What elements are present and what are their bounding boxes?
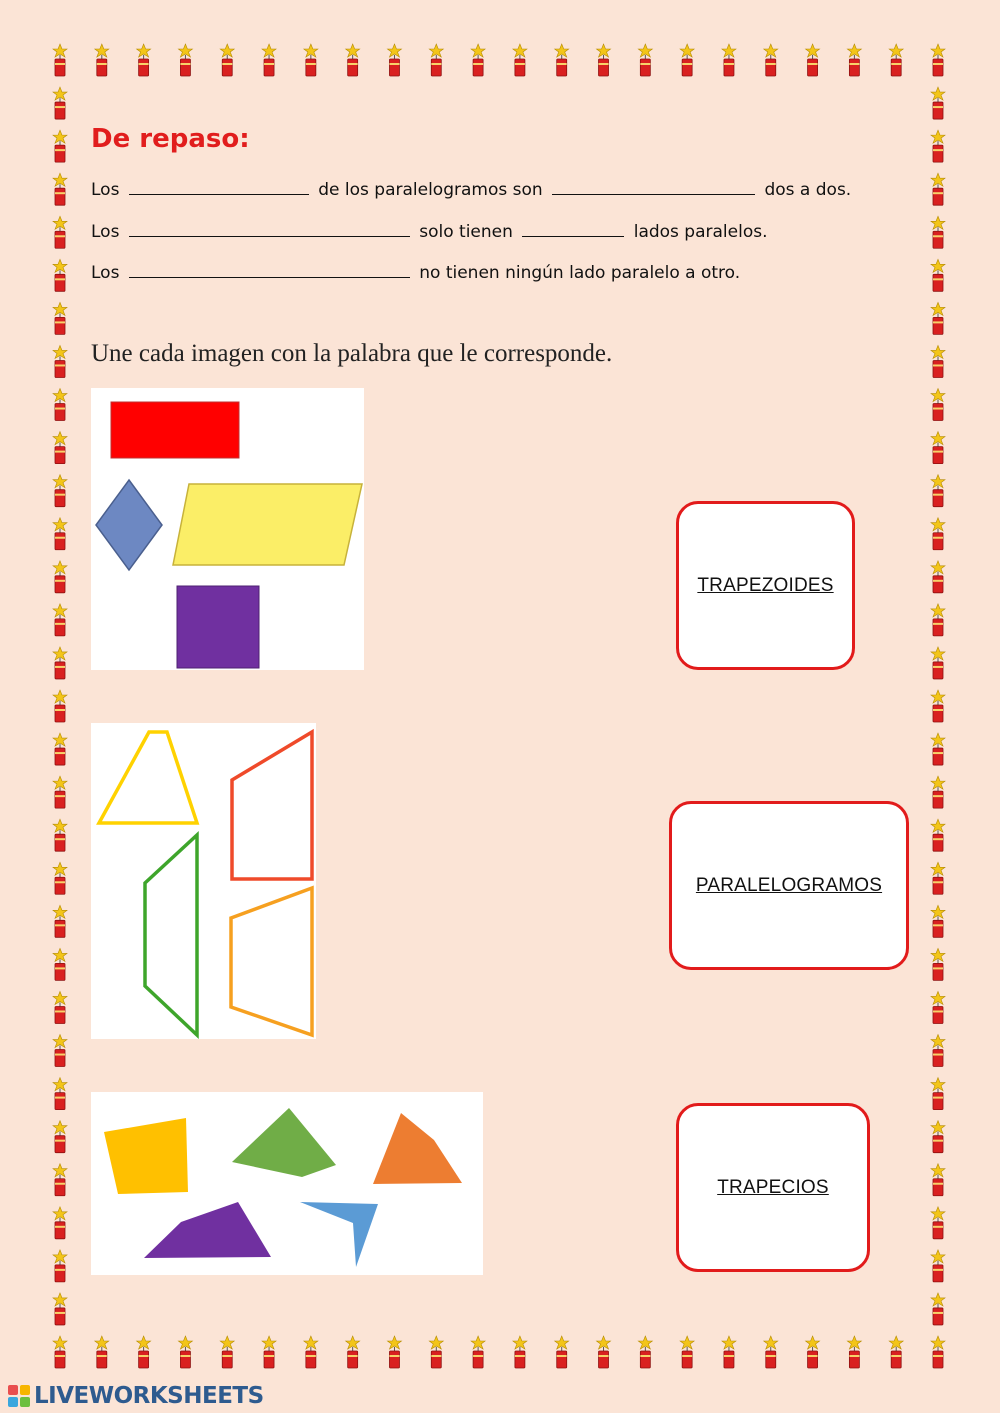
firecracker-icon [53, 991, 67, 1023]
firecracker-icon [262, 1336, 276, 1368]
firecracker-icon [95, 44, 109, 76]
firecracker-icon [931, 1293, 945, 1325]
firecracker-icon [931, 776, 945, 808]
yellow-parallelogram-shape [173, 484, 362, 565]
firecracker-icon [220, 44, 234, 76]
sentence-middle: solo tienen [419, 222, 513, 242]
firecracker-icon [53, 733, 67, 765]
firecracker-icon [53, 1164, 67, 1196]
firecracker-icon [931, 604, 945, 636]
blank-input[interactable] [552, 178, 755, 195]
firecracker-icon [346, 44, 360, 76]
word-label: TRAPEZOIDES [697, 574, 834, 596]
firecracker-icon [53, 130, 67, 162]
firecracker-icon [513, 1336, 527, 1368]
blank-input[interactable] [129, 261, 410, 278]
firecracker-icon [53, 1035, 67, 1067]
red-trapezoid-outline [232, 732, 312, 879]
red-rectangle-shape [111, 402, 239, 458]
firecracker-icon [931, 1035, 945, 1067]
shape-panel-trapezoides[interactable] [91, 1092, 483, 1275]
firecracker-icon [220, 1336, 234, 1368]
firecracker-icon [931, 991, 945, 1023]
firecracker-icon [764, 1336, 778, 1368]
firecracker-icon [53, 1121, 67, 1153]
firecracker-icon [53, 1250, 67, 1282]
firecracker-icon [555, 44, 569, 76]
firecracker-icon [931, 475, 945, 507]
word-box-paralelogramos[interactable] [669, 801, 909, 970]
firecracker-icon [931, 44, 945, 76]
firecracker-icon [722, 1336, 736, 1368]
firecracker-icon [304, 44, 318, 76]
firecracker-icon [262, 44, 276, 76]
firecracker-icon [53, 389, 67, 421]
firecracker-icon [53, 776, 67, 808]
firecracker-icon [53, 561, 67, 593]
firecracker-icon [178, 44, 192, 76]
blank-input[interactable] [129, 178, 309, 195]
fill-sentence-2 [91, 220, 768, 242]
firecracker-icon [178, 1336, 192, 1368]
firecracker-icon [137, 1336, 151, 1368]
word-box-trapecios[interactable] [676, 1103, 870, 1272]
firecracker-icon [931, 819, 945, 851]
shape-panel-trapecios[interactable] [91, 723, 316, 1039]
firecracker-icon [931, 432, 945, 464]
firecracker-icon [847, 1336, 861, 1368]
firecracker-icon [597, 1336, 611, 1368]
firecracker-icon [889, 1336, 903, 1368]
firecracker-icon [931, 647, 945, 679]
sentence-start: Los [91, 263, 120, 283]
green-trapezoid-outline [145, 835, 197, 1035]
firecracker-icon [764, 44, 778, 76]
firecracker-icon [680, 1336, 694, 1368]
firecracker-icon [53, 44, 67, 76]
blue-rhombus-shape [96, 480, 162, 570]
firecracker-icon [931, 87, 945, 119]
firecracker-icon [53, 1207, 67, 1239]
firecracker-icon [931, 130, 945, 162]
blank-input[interactable] [129, 220, 410, 237]
firecracker-icon [53, 647, 67, 679]
firecracker-icon [931, 216, 945, 248]
firecracker-icon [471, 44, 485, 76]
firecracker-icon [53, 948, 67, 980]
word-box-trapezoides[interactable] [676, 501, 855, 670]
firecracker-icon [53, 690, 67, 722]
firecracker-icon [513, 44, 527, 76]
firecracker-icon [931, 518, 945, 550]
orange-quadrilateral-shape [373, 1113, 462, 1184]
firecracker-icon [806, 44, 820, 76]
firecracker-icon [387, 1336, 401, 1368]
purple-quadrilateral-shape [144, 1202, 271, 1258]
firecracker-icon [95, 1336, 109, 1368]
firecracker-icon [53, 302, 67, 334]
firecracker-icon [931, 1121, 945, 1153]
sentence-end: no tienen ningún lado paralelo a otro. [419, 263, 741, 283]
firecracker-icon [931, 1207, 945, 1239]
firecracker-icon [931, 389, 945, 421]
section-title: De repaso: [91, 124, 250, 154]
firecracker-icon [53, 862, 67, 894]
firecracker-icon [597, 44, 611, 76]
firecracker-icon [931, 733, 945, 765]
sentence-end: lados paralelos. [633, 222, 768, 242]
firecracker-icon [806, 1336, 820, 1368]
firecracker-icon [53, 216, 67, 248]
firecracker-icon [53, 1078, 67, 1110]
firecracker-icon [471, 1336, 485, 1368]
firecracker-icon [53, 259, 67, 291]
firecracker-icon [53, 1336, 67, 1368]
firecracker-icon [53, 1293, 67, 1325]
firecracker-icon [847, 44, 861, 76]
sentence-start: Los [91, 180, 120, 200]
firecracker-icon [680, 44, 694, 76]
firecracker-icon [889, 44, 903, 76]
firecracker-icon [387, 44, 401, 76]
yellow-trapezoid-outline [99, 732, 197, 823]
firecracker-icon [931, 173, 945, 205]
firecracker-icon [555, 1336, 569, 1368]
firecracker-icon [53, 604, 67, 636]
firecracker-icon [931, 561, 945, 593]
firecracker-icon [931, 1250, 945, 1282]
orange-trapezoid-outline [231, 888, 312, 1035]
firecracker-icon [931, 862, 945, 894]
firecracker-icon [53, 518, 67, 550]
blue-concave-quadrilateral-shape [300, 1202, 378, 1267]
firecracker-icon [931, 259, 945, 291]
firecracker-icon [53, 87, 67, 119]
firecracker-icon [429, 1336, 443, 1368]
firecracker-icon [931, 302, 945, 334]
firecracker-icon [638, 1336, 652, 1368]
firecracker-icon [429, 44, 443, 76]
liveworksheets-logo-icon [8, 1385, 30, 1407]
sentence-middle: de los paralelogramos son [318, 180, 543, 200]
sentence-start: Los [91, 222, 120, 242]
brand-name: LIVEWORKSHEETS [34, 1383, 264, 1409]
word-label: TRAPECIOS [717, 1176, 829, 1198]
yellow-quadrilateral-shape [104, 1118, 188, 1194]
firecracker-icon [346, 1336, 360, 1368]
firecracker-icon [53, 905, 67, 937]
firecracker-icon [931, 690, 945, 722]
firecracker-icon [53, 475, 67, 507]
word-label: PARALELOGRAMOS [695, 874, 883, 896]
green-quadrilateral-shape [232, 1108, 336, 1177]
firecracker-icon [53, 819, 67, 851]
matching-instruction: Une cada imagen con la palabra que le corresponde. [91, 340, 613, 367]
firecracker-icon [137, 44, 151, 76]
firecracker-icon [931, 345, 945, 377]
liveworksheets-logo[interactable] [8, 1382, 264, 1410]
firecracker-icon [53, 432, 67, 464]
firecracker-icon [722, 44, 736, 76]
shape-panel-parallelograms[interactable] [91, 388, 364, 670]
firecracker-icon [931, 948, 945, 980]
fill-sentence-3 [91, 261, 740, 283]
firecracker-icon [931, 1078, 945, 1110]
purple-square-shape [177, 586, 259, 668]
blank-input[interactable] [522, 220, 624, 237]
firecracker-icon [304, 1336, 318, 1368]
firecracker-icon [638, 44, 652, 76]
sentence-end: dos a dos. [764, 180, 852, 200]
firecracker-icon [931, 905, 945, 937]
firecracker-icon [53, 173, 67, 205]
firecracker-icon [931, 1336, 945, 1368]
firecracker-icon [931, 1164, 945, 1196]
firecracker-icon [53, 345, 67, 377]
fill-sentence-1 [91, 178, 851, 200]
